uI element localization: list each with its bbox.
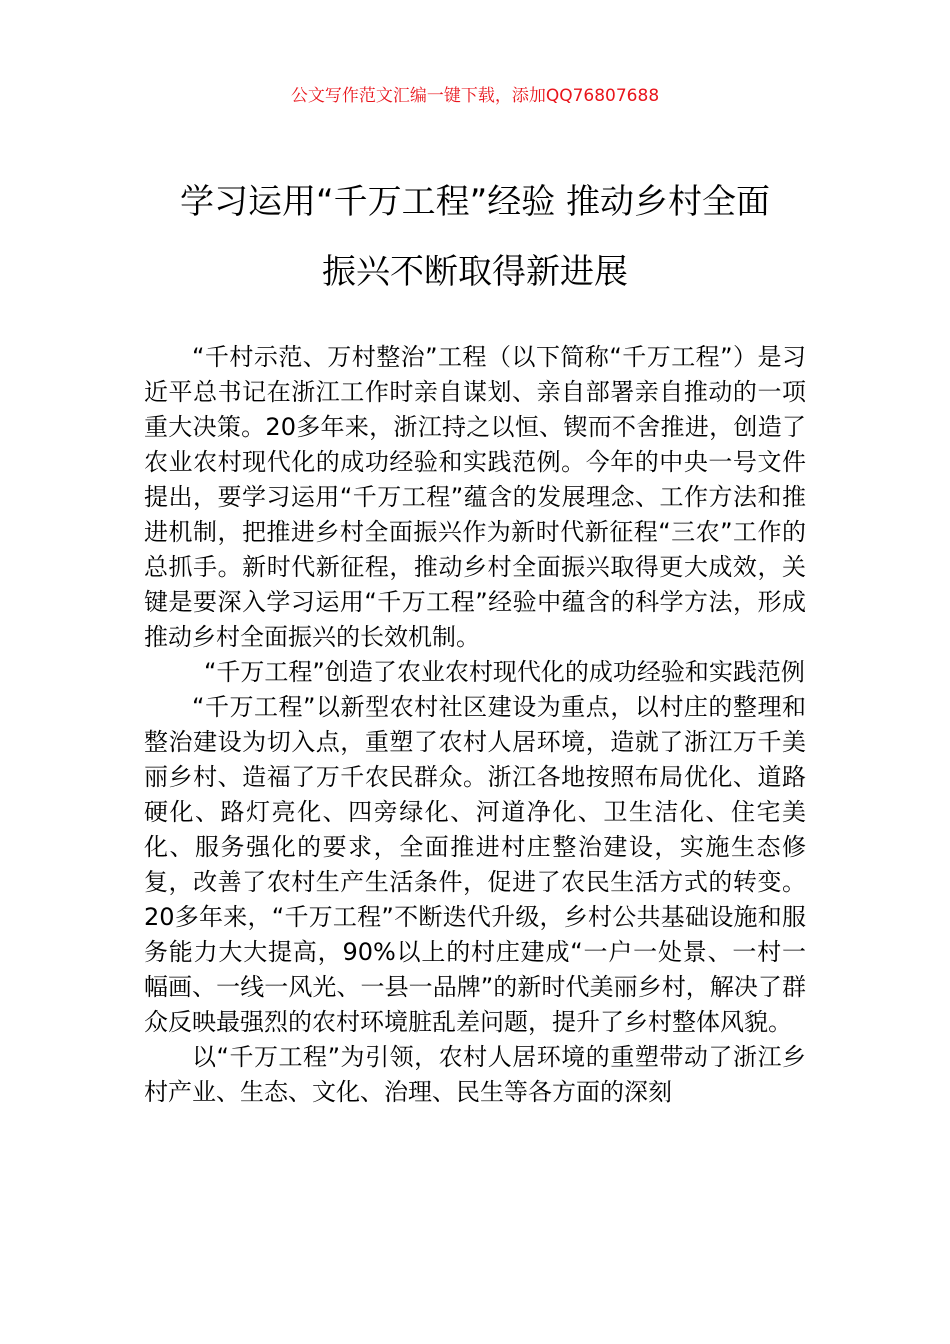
paragraph-section-2: 以“千万工程”为引领，农村人居环境的重塑带动了浙江乡村产业、生态、文化、治理、民生等各方面的深刻 — [144, 1043, 806, 1106]
document-title-line-2: 振兴不断取得新进展 — [322, 252, 628, 292]
document-body — [144, 340, 806, 1110]
paragraph-intro: “千村示范、万村整治”工程（以下简称“千万工程”）是习近平总书记在浙江工作时亲自谋划、亲自部署亲自推动的一项重大决策。20多年来，浙江持之以恒、锲而不舍推进，创造了农业农村现代化的成功经验和实践范例。今年的中央一号文件提出，要学习运用“千万工程”蕴含的发展理念、工作方法和推进机制，把推进乡村全面振兴作为新时代新征程“三农”工作的总抓手。新时代新征程，推动乡村全面振兴取得更大成效，关键是要深入学习运用“千万工程”经验中蕴含的科学方法，形成推动乡村全面振兴的长效机制。 — [144, 343, 806, 651]
download-banner: 公文写作范文汇编一键下载，添加QQ76807688 — [290, 86, 660, 106]
section-heading: “千万工程”创造了农业农村现代化的成功经验和实践范例 — [204, 658, 805, 686]
paragraph-section-1: “千万工程”以新型农村社区建设为重点，以村庄的整理和整治建设为切入点，重塑了农村人居环境，造就了浙江万千美丽乡村、造福了万千农民群众。浙江各地按照布局优化、道路硬化、路灯亮化、四旁绿化、河道净化、卫生洁化、住宅美化、服务强化的要求，全面推进村庄整治建设，实施生态修复，改善了农村生产生活条件，促进了农民生活方式的转变。20多年来，“千万工程”不断迭代升级，乡村公共基础设施和服务能力大大提高，90%以上的村庄建成“一户一处景、一村一幅画、一线一风光、一县一品牌”的新时代美丽乡村，解决了群众反映最强烈的农村环境脏乱差问题，提升了乡村整体风貌。 — [144, 693, 806, 1036]
document-title-line-1: 学习运用“千万工程”经验 推动乡村全面 — [179, 182, 771, 222]
